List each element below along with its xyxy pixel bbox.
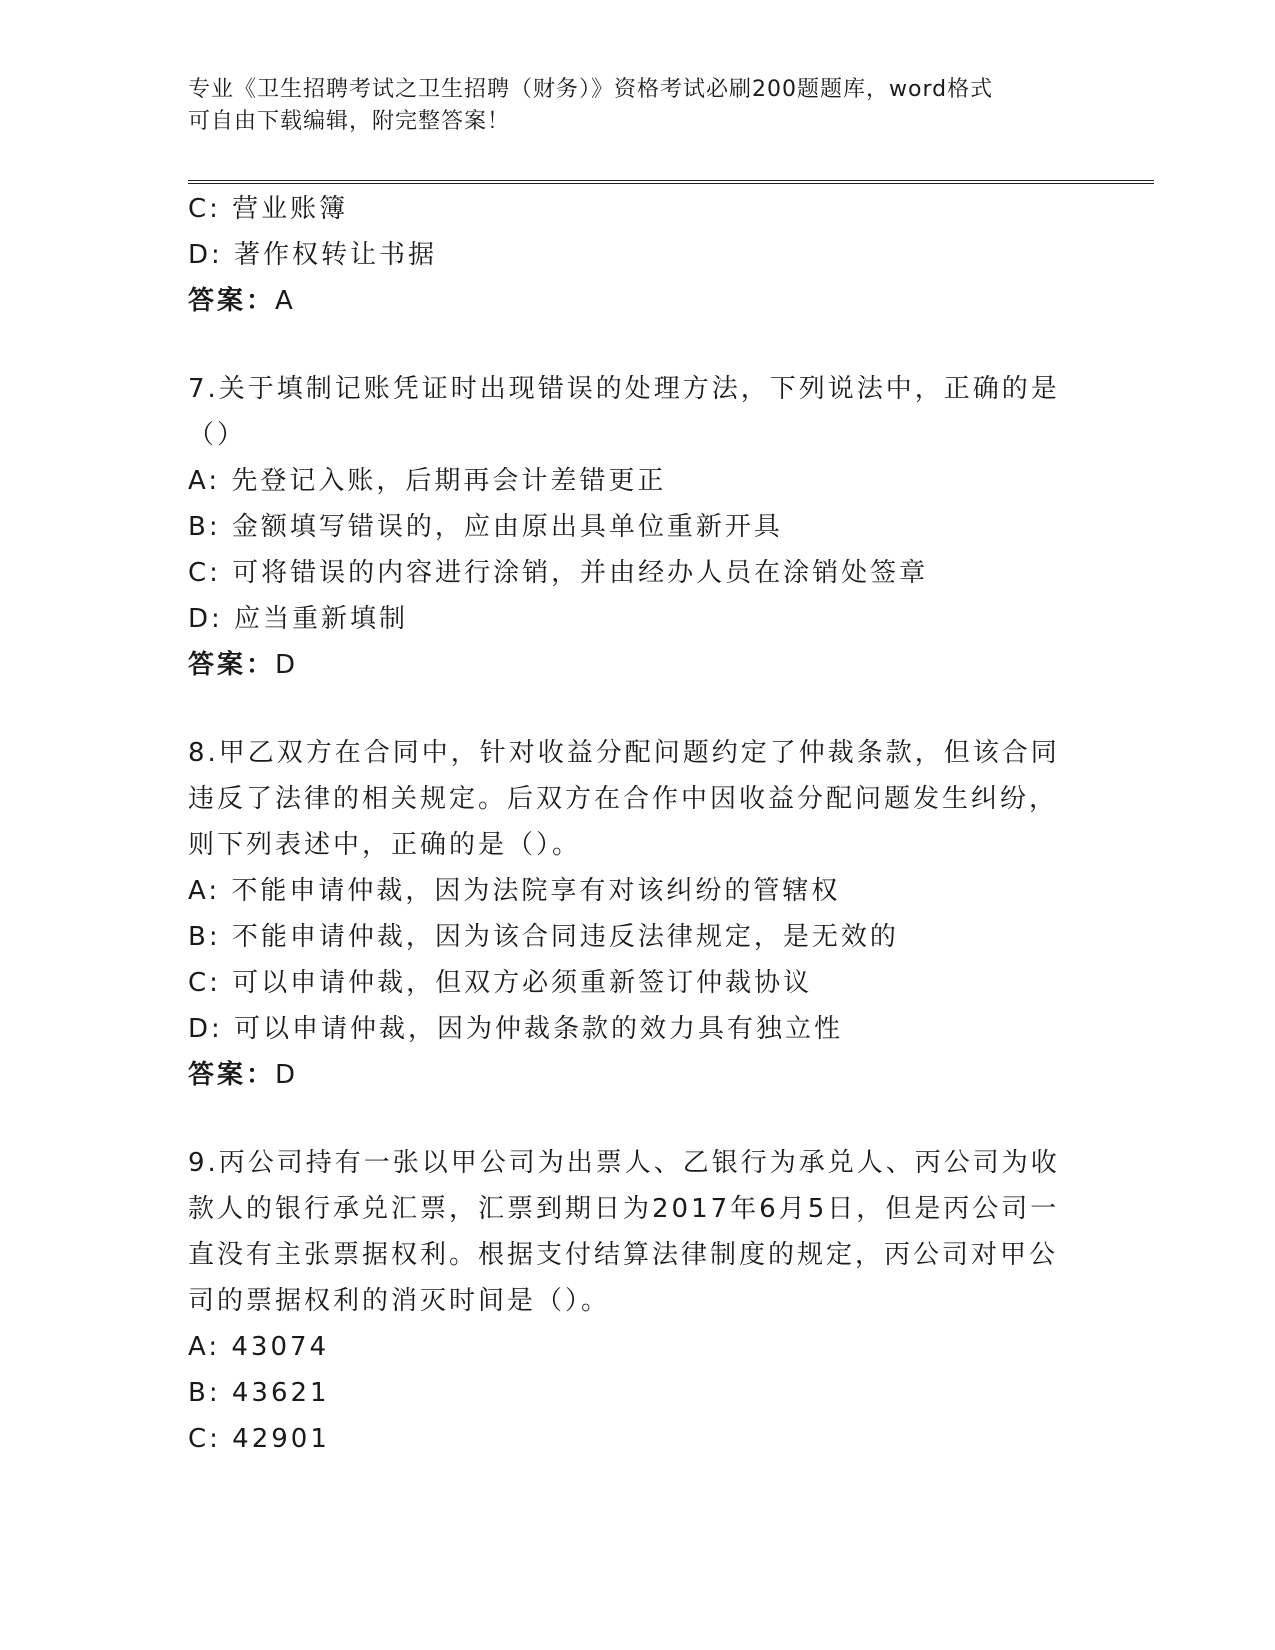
header-divider (188, 180, 1154, 184)
option-b: B: 不能申请仲裁，因为该合同违反法律规定，是无效的 (188, 922, 899, 952)
question-stem-line: 直没有主张票据权利。根据支付结算法律制度的规定，丙公司对甲公 (188, 1240, 1059, 1270)
question-content (188, 186, 1078, 1462)
answer-line (188, 1052, 1078, 1098)
answer-label: 答案： (188, 1060, 276, 1090)
option-c: C: 可以申请仲裁，但双方必须重新签订仲裁协议 (188, 968, 813, 998)
answer-line (188, 642, 1078, 688)
spacer (188, 688, 1078, 730)
option-d: D: 著作权转让书据 (188, 240, 438, 270)
option-d: D: 应当重新填制 (188, 604, 409, 634)
question-stem-line: 违反了法律的相关规定。后双方在合作中因收益分配问题发生纠纷， (188, 784, 1059, 814)
answer-label: 答案： (188, 286, 276, 316)
answer-value: D (275, 650, 299, 680)
question-stem-line: （） (188, 420, 247, 450)
option-b: B: 43621 (188, 1378, 330, 1408)
header-line-2: 可自由下载编辑，附完整答案！ (188, 109, 511, 134)
option-a: A: 先登记入账，后期再会计差错更正 (188, 466, 667, 496)
question-stem-line: 7.关于填制记账凭证时出现错误的处理方法，下列说法中，正确的是 (188, 374, 1060, 404)
spacer (188, 1098, 1078, 1140)
option-c: C: 营业账簿 (188, 194, 349, 224)
question-7 (188, 366, 1078, 688)
answer-value: D (275, 1060, 299, 1090)
option-a: A: 43074 (188, 1332, 330, 1362)
option-a: A: 不能申请仲裁，因为法院享有对该纠纷的管辖权 (188, 876, 841, 906)
question-stem-line: 则下列表述中，正确的是（）。 (188, 830, 582, 860)
answer-label: 答案： (188, 650, 276, 680)
spacer (188, 324, 1078, 366)
question-8 (188, 730, 1078, 1098)
question-9 (188, 1140, 1078, 1462)
answer-line (188, 278, 1078, 324)
question-stem-line: 9.丙公司持有一张以甲公司为出票人、乙银行为承兑人、丙公司为收 (188, 1148, 1060, 1178)
option-b: B: 金额填写错误的，应由原出具单位重新开具 (188, 512, 783, 542)
question-stem-line: 8.甲乙双方在合同中，针对收益分配问题约定了仲裁条款，但该合同 (188, 738, 1060, 768)
prev-question (188, 186, 1078, 324)
document-header (188, 74, 1068, 138)
header-line-1: 专业《卫生招聘考试之卫生招聘（财务）》资格考试必刷200题题库，word格式 (188, 77, 994, 102)
question-stem-line: 款人的银行承兑汇票，汇票到期日为2017年6月5日，但是丙公司一 (188, 1194, 1060, 1224)
answer-value: A (275, 286, 296, 316)
option-c: C: 42901 (188, 1424, 330, 1454)
question-stem-line: 司的票据权利的消灭时间是（）。 (188, 1286, 611, 1316)
option-c: C: 可将错误的内容进行涂销，并由经办人员在涂销处签章 (188, 558, 929, 588)
option-d: D: 可以申请仲裁，因为仲裁条款的效力具有独立性 (188, 1014, 844, 1044)
